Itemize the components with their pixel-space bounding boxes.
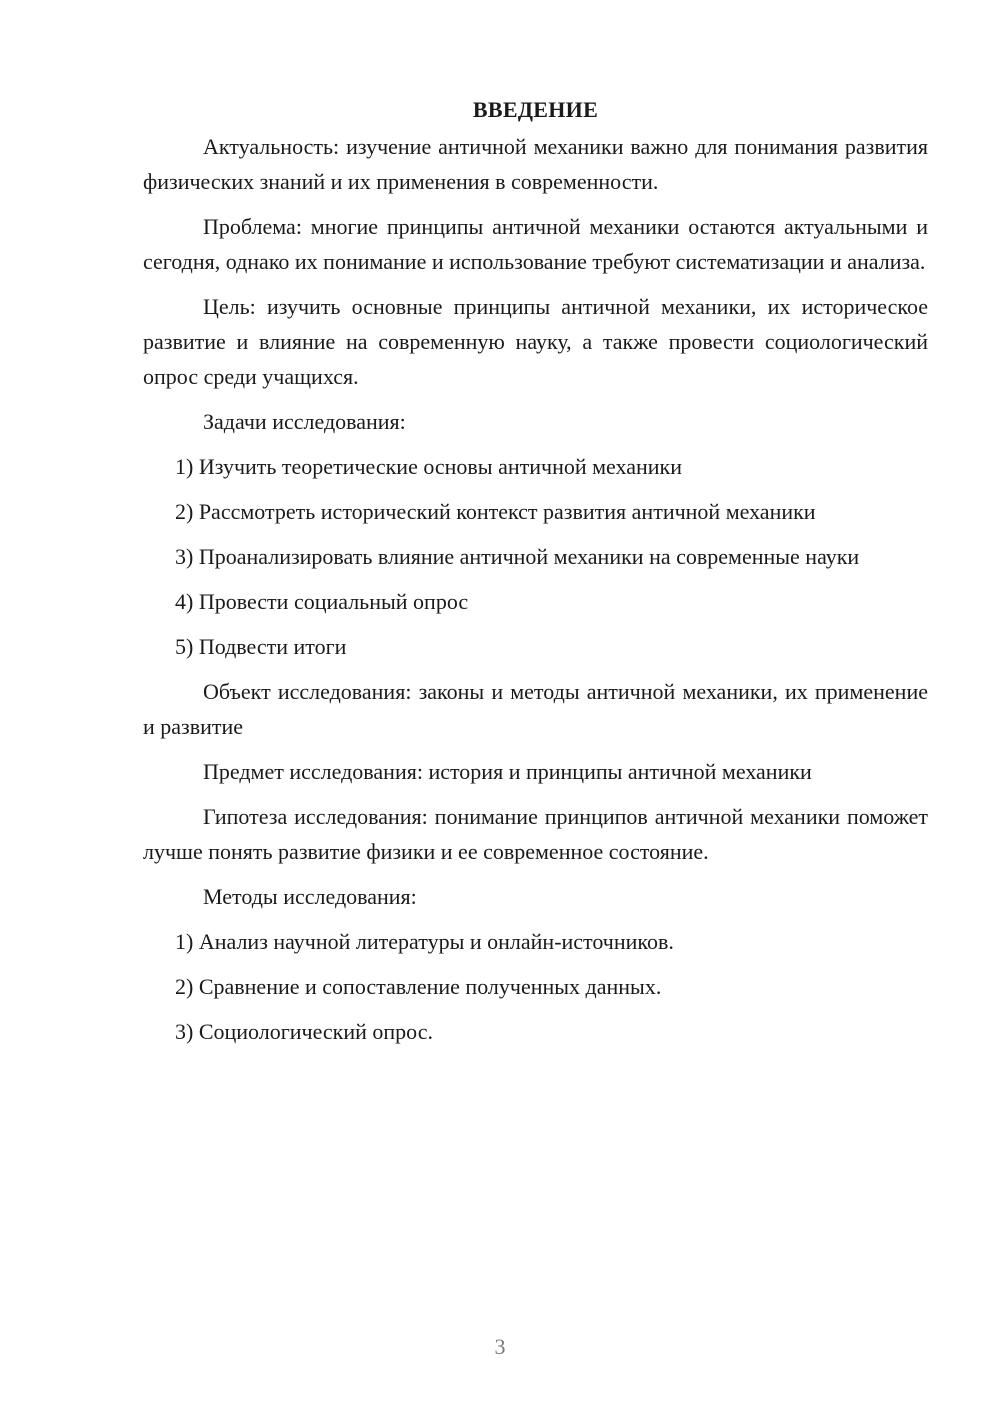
method-item: 2) Сравнение и сопоставление полученных данных.	[175, 974, 662, 999]
subject-paragraph: Предмет исследования: история и принципы античной механики	[203, 759, 812, 784]
task-item: 3) Проанализировать влияние античной механики на современные науки	[175, 544, 860, 569]
goal-paragraph: Цель: изучить основные принципы античной механики, их историческое развитие и влияние на современную науку, а также провести социологический опрос среди учащихся.	[143, 294, 928, 389]
methods-heading: Методы исследования:	[203, 884, 417, 909]
task-item: 2) Рассмотреть исторический контекст развития античной механики	[175, 499, 816, 524]
task-item: 4) Провести социальный опрос	[175, 589, 469, 614]
method-item: 3) Социологический опрос.	[175, 1019, 433, 1044]
tasks-heading: Задачи исследования:	[203, 409, 406, 434]
task-item: 1) Изучить теоретические основы античной механики	[175, 454, 682, 479]
task-item: 5) Подвести итоги	[175, 634, 347, 659]
page-number: 3	[494, 1334, 506, 1359]
page-title: ВВЕДЕНИЕ	[472, 97, 599, 122]
method-item: 1) Анализ научной литературы и онлайн-источников.	[175, 929, 674, 954]
document-page	[143, 92, 928, 1059]
relevance-paragraph: Актуальность: изучение античной механики важно для понимания развития физических знаний и их применения в современности.	[143, 134, 928, 194]
hypothesis-paragraph: Гипотеза исследования: понимание принципов античной механики поможет лучше понять развитие физики и ее современное состояние.	[143, 804, 928, 864]
problem-paragraph: Проблема: многие принципы античной механики остаются актуальными и сегодня, однако их понимание и использование требуют систематизации и анализа.	[143, 214, 928, 274]
object-paragraph: Объект исследования: законы и методы античной механики, их применение и развитие	[143, 679, 928, 739]
